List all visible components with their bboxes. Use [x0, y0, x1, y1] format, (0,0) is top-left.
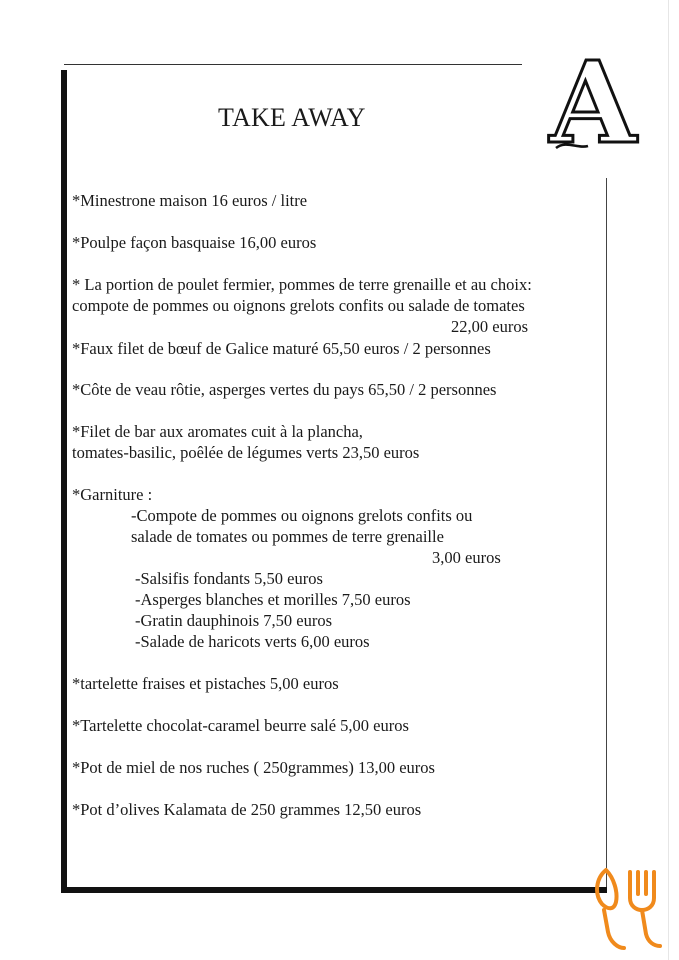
frame-right-border — [606, 178, 607, 890]
menu-item-miel: *Pot de miel de nos ruches ( 250grammes) 13,00 euros — [72, 758, 435, 777]
garniture-item-line2: salade de tomates ou pommes de terre grenaille — [131, 527, 444, 546]
monogram-icon — [542, 50, 644, 154]
menu-item-poulpe: *Poulpe façon basquaise 16,00 euros — [72, 233, 317, 252]
garniture-gratin: -Gratin dauphinois 7,50 euros — [135, 611, 333, 630]
menu-item-minestrone: *Minestrone maison 16 euros / litre — [72, 191, 308, 210]
menu-item-tartelette-fraises: *tartelette fraises et pistaches 5,00 euros — [72, 674, 339, 693]
frame-top-border — [64, 64, 522, 65]
menu-item-faux-filet: *Faux filet de bœuf de Galice maturé 65,50 euros / 2 personnes — [72, 339, 491, 358]
garniture-heading: *Garniture : — [72, 485, 153, 504]
menu-item-poulet-line1: * La portion de poulet fermier, pommes de terre grenaille et au choix: — [72, 275, 532, 294]
garniture-haricots: -Salade de haricots verts 6,00 euros — [135, 632, 370, 651]
page-edge — [668, 0, 669, 960]
menu-item-bar-line2: tomates-basilic, poêlée de légumes verts 23,50 euros — [72, 443, 420, 462]
menu-item-olives: *Pot d’olives Kalamata de 250 grammes 12,50 euros — [72, 800, 422, 819]
menu-item-bar-line1: *Filet de bar aux aromates cuit à la plancha, — [72, 422, 363, 441]
monogram-letter: A — [549, 50, 637, 154]
garniture-item-price: 3,00 euros — [432, 548, 501, 567]
garniture-salsifis: -Salsifis fondants 5,50 euros — [135, 569, 323, 588]
menu-item-poulet-line2: compote de pommes ou oignons grelots confits ou salade de tomates — [72, 296, 525, 315]
frame-bottom-border — [61, 887, 607, 893]
menu-item-poulet-price: 22,00 euros — [451, 317, 528, 336]
page-title: TAKE AWAY — [218, 103, 366, 132]
menu-item-tartelette-chocolat: *Tartelette chocolat-caramel beurre salé 5,00 euros — [72, 716, 409, 735]
garniture-item-line1: -Compote de pommes ou oignons grelots confits ou — [131, 506, 473, 525]
frame-left-border — [61, 70, 67, 893]
garniture-asperges: -Asperges blanches et morilles 7,50 euros — [135, 590, 411, 609]
fork-spoon-logo-icon — [590, 864, 664, 952]
menu-item-cote-veau: *Côte de veau rôtie, asperges vertes du pays 65,50 / 2 personnes — [72, 380, 497, 399]
